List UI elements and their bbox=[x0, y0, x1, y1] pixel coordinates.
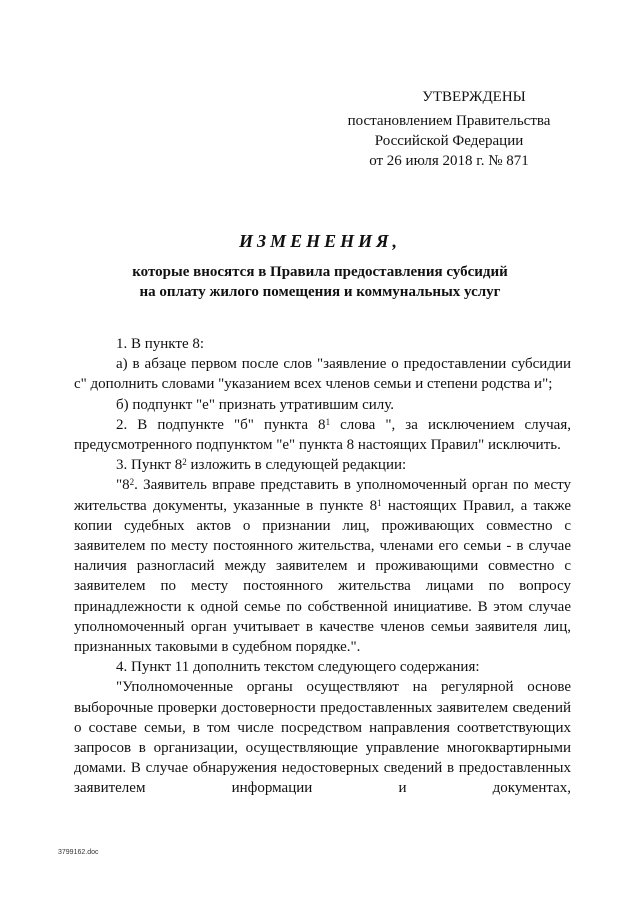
document-subtitle-line-2: на оплату жилого помещения и коммунальных услуг bbox=[139, 284, 501, 300]
paragraph-2-start: 2. В подпункте "б" пункта 8 bbox=[116, 416, 326, 433]
document-title: ИЗМЕНЕНИЯ, bbox=[238, 231, 402, 251]
paragraph-3-start: 3. Пункт 8 bbox=[116, 457, 183, 474]
paragraph-1: 1. В пункте 8: bbox=[116, 336, 205, 352]
paragraph-3-quote bbox=[74, 475, 571, 657]
approval-line-date-number: от 26 июля 2018 г. № 871 bbox=[369, 153, 529, 169]
paragraph-1b: б) подпункт "е" признать утратившим силу. bbox=[116, 396, 395, 413]
document-file-reference: 3799162.doc bbox=[58, 849, 99, 856]
paragraph-3 bbox=[74, 455, 571, 475]
superscript: 1 bbox=[325, 416, 331, 427]
superscript: 1 bbox=[377, 497, 382, 508]
approval-line-government: Российской Федерации bbox=[374, 133, 524, 149]
paragraph-4: 4. Пункт 11 дополнить текстом следующего содержания: bbox=[116, 659, 480, 676]
approval-block bbox=[332, 87, 566, 171]
document-subtitle-line-1: которые вносятся в Правила предоставления субсидий bbox=[132, 264, 508, 280]
superscript: 2 bbox=[182, 457, 187, 468]
document-body bbox=[74, 334, 571, 799]
approval-title: УТВЕРЖДЕНЫ bbox=[422, 89, 526, 105]
paragraph-4-quote: "Уполномоченные органы осуществляют на регулярной основе выборочные проверки достоверности предоставленных заявителем сведений о составе семьи, в том числе посредством направления соответствующих запросов в организации, осуществляющие управление многоквартирными домами. В случае обнаружения недостоверных сведений в предоставленных заявителем информации и документах, bbox=[74, 679, 571, 797]
document-heading bbox=[40, 231, 600, 302]
paragraph-2 bbox=[74, 415, 571, 455]
quote-end: настоящих Правил, а также копии судебных актов о признании лиц, проживающих совместно с заявителем по месту постоянного жительства, членами его семьи - в случае наличия разногласий между заявителем и проживающими совместно с заявителем по месту постоянного жительства лицами по вопросу принадлежности к одной семье по собственной инициативе. В этом случае уполномоченный орган учитывает в качестве членов семьи заявителя лиц, признанных таковыми в судебном порядке.". bbox=[74, 497, 571, 656]
paragraph-2-end: слова ", за исключением случая, предусмотренного подпунктом "е" пункта 8 настоящих Правил" исключить. bbox=[74, 416, 571, 454]
approval-line-decree: постановлением Правительства bbox=[347, 113, 551, 129]
quote-middle: . Заявитель вправе представить в уполномоченный орган по месту жительства документы, указанные в пункте 8 bbox=[74, 477, 571, 514]
paragraph-3-end: изложить в следующей редакции: bbox=[186, 457, 407, 474]
paragraph-1a: а) в абзаце первом после слов "заявление о предоставлении субсидии с" дополнить словами "указанием всех членов семьи и степени родства и"; bbox=[74, 356, 571, 393]
quote-start: "8 bbox=[116, 477, 130, 494]
superscript: 2 bbox=[129, 477, 135, 488]
